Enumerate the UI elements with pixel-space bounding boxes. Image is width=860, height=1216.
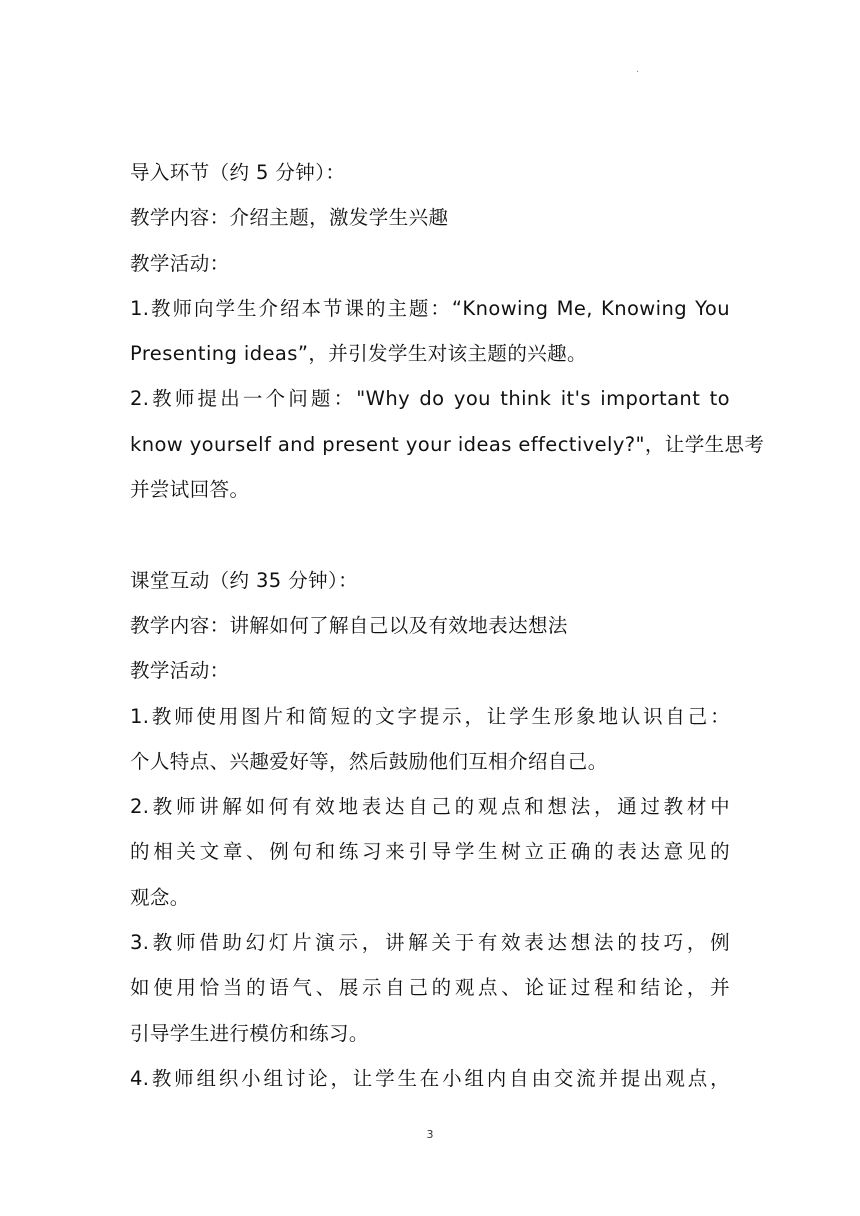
interaction-item-2-line-3: 观念。 bbox=[130, 885, 190, 909]
section-spacer bbox=[130, 512, 730, 557]
intro-item-1-line-1: 1.教师向学生介绍本节课的主题：“Knowing Me, Knowing You bbox=[130, 296, 730, 320]
header-mark: . bbox=[636, 64, 640, 75]
section-title-intro: 导入环节（约 5 分钟）： bbox=[130, 161, 346, 184]
interaction-item-1-line-1: 1.教师使用图片和简短的文字提示，让学生形象地认识自己： bbox=[130, 704, 730, 728]
interaction-item-3-line-1: 3.教师借助幻灯片演示，讲解关于有效表达想法的技巧，例 bbox=[130, 931, 730, 955]
interaction-item-4-line-1: 4.教师组织小组讨论，让学生在小组内自由交流并提出观点， bbox=[130, 1066, 730, 1090]
page-number: 3 bbox=[426, 1128, 434, 1141]
interaction-item-3-line-2: 如使用恰当的语气、展示自己的观点、论证过程和结论，并 bbox=[130, 976, 730, 1000]
teaching-content-intro: 教学内容：介绍主题，激发学生兴趣 bbox=[130, 206, 449, 230]
interaction-item-1-line-2: 个人特点、兴趣爱好等，然后鼓励他们互相介绍自己。 bbox=[130, 749, 608, 773]
intro-item-2-line-1: 2.教师提出一个问题："Why do you think it's important to bbox=[130, 387, 730, 411]
teaching-content-interaction: 教学内容：讲解如何了解自己以及有效地表达想法 bbox=[130, 613, 568, 637]
activities-label-interaction: 教学活动： bbox=[130, 659, 230, 683]
activities-label-intro: 教学活动： bbox=[130, 251, 230, 275]
intro-item-1-line-2: Presenting ideas”，并引发学生对该主题的兴趣。 bbox=[130, 342, 587, 366]
section-title-interaction: 课堂互动（约 35 分钟）： bbox=[130, 568, 359, 592]
interaction-item-2-line-2: 的相关文章、例句和练习来引导学生树立正确的表达意见的 bbox=[130, 840, 730, 864]
intro-item-2-line-2: know yourself and present your ideas effectively?"，让学生思考 bbox=[130, 432, 765, 456]
interaction-item-2-line-1: 2.教师讲解如何有效地表达自己的观点和想法，通过教材中 bbox=[130, 795, 730, 819]
intro-item-2-line-3: 并尝试回答。 bbox=[130, 478, 250, 502]
document-body bbox=[130, 150, 765, 1101]
interaction-item-3-line-3: 引导学生进行模仿和练习。 bbox=[130, 1021, 369, 1045]
